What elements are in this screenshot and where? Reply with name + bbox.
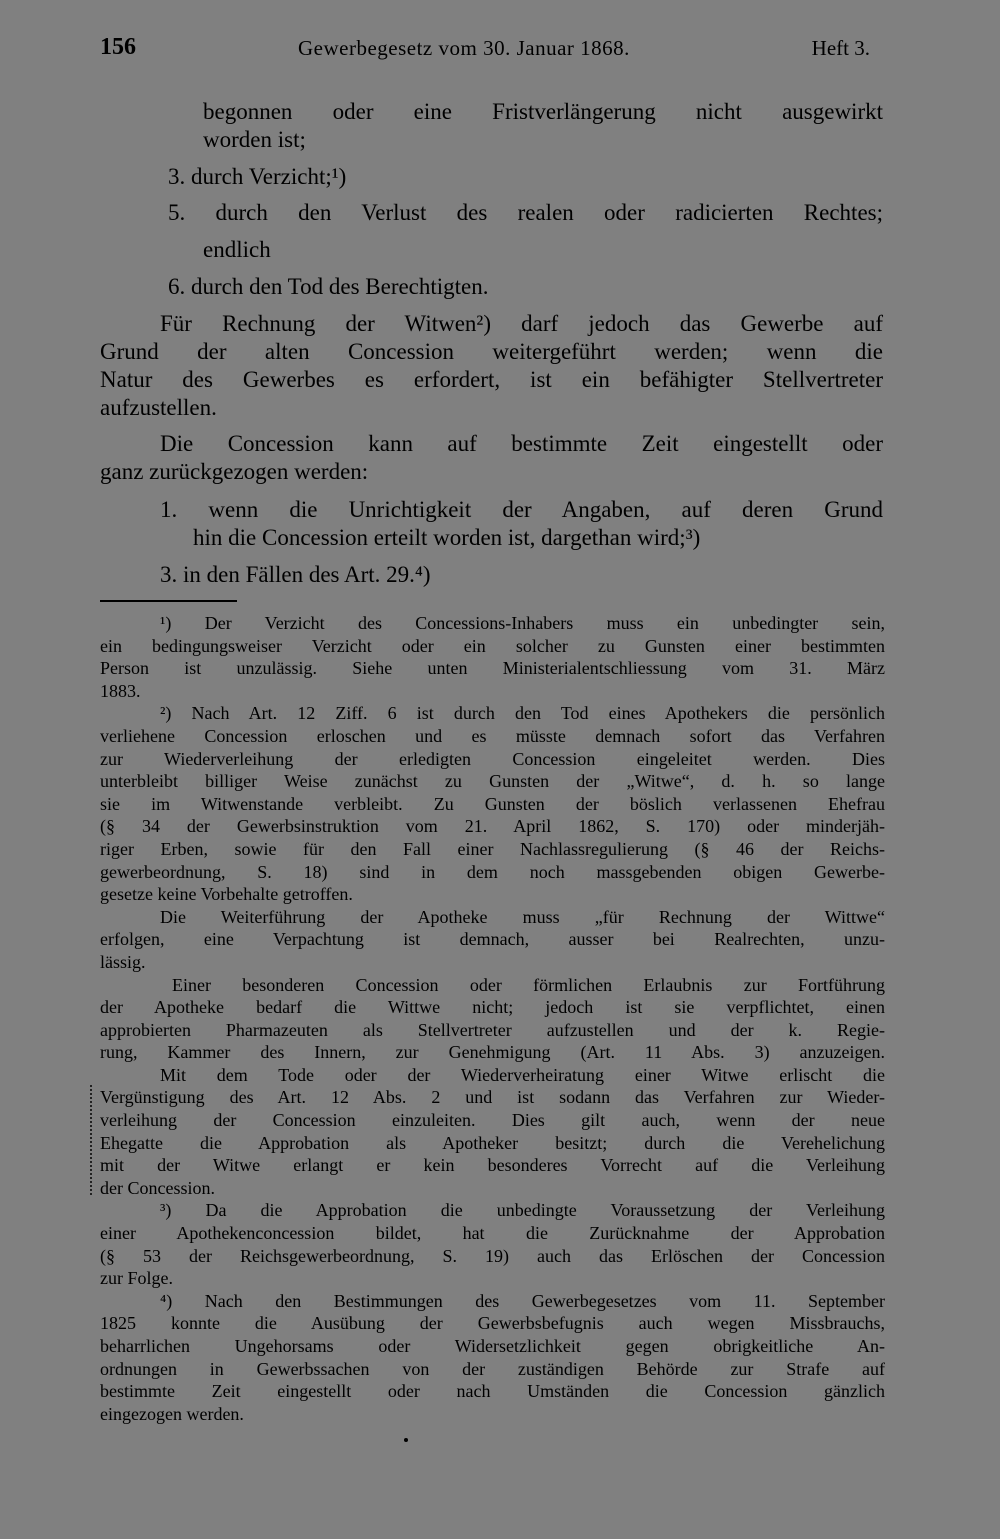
- margin-bracket-mark: [90, 1085, 94, 1195]
- footnote-line: Einer besonderen Concession oder förmlichen Erlaubnis zur Fortführung: [172, 974, 885, 995]
- paragraph-line: ganz zurückgezogen werden:: [100, 459, 369, 484]
- footnote-line: einer Apothekenconcession bildet, hat die Zurücknahme der Approbation: [100, 1223, 885, 1244]
- body-line: endlich: [203, 237, 271, 262]
- footnote-line: der Concession.: [100, 1177, 215, 1198]
- footnote-line: zur Wiederverleihung der erledigten Concession eingeleitet werden. Dies: [100, 748, 885, 769]
- footnote-line: Die Weiterführung der Apotheke muss „für Rechnung der Wittwe“: [160, 906, 885, 927]
- footnote-line: unterbleibt billiger Weise zunächst zu Gunsten der „Witwe“, d. h. so lange: [100, 771, 885, 792]
- footnote-line: zur Folge.: [100, 1268, 173, 1289]
- footnote-line: ²) Nach Art. 12 Ziff. 6 ist durch den Tod eines Apothekers die persönlich: [160, 703, 885, 724]
- page-header: [100, 34, 870, 64]
- footnote-line: Ehegatte die Approbation als Apotheker besitzt; durch die Verehelichung: [100, 1132, 885, 1153]
- paragraph-line: Natur des Gewerbes es erfordert, ist ein befähigter Stellvertreter: [100, 367, 883, 392]
- body-line: begonnen oder eine Fristverlängerung nicht ausgewirkt: [203, 99, 883, 124]
- body-line: worden ist;: [203, 127, 306, 152]
- page-number: 156: [100, 34, 136, 60]
- list-item-6: 6. durch den Tod des Berechtigten.: [168, 274, 489, 299]
- footnote-separator: [100, 600, 237, 602]
- footnote-line: verliehene Concession erloschen und es müsste demnach sofort das Verfahren: [100, 725, 885, 746]
- footnote-line: ⁴) Nach den Bestimmungen des Gewerbegesetzes vom 11. September: [160, 1290, 885, 1311]
- footnote-line: (§ 34 der Gewerbsinstruktion vom 21. April 1862, S. 170) oder minderjäh-: [100, 816, 885, 837]
- footnote-line: ³) Da die Approbation die unbedingte Voraussetzung der Verleihung: [160, 1200, 885, 1221]
- footnote-line: verleihung der Concession einzuleiten. Dies gilt auch, wenn der neue: [100, 1110, 885, 1131]
- list-item-1-cont: hin die Concession erteilt worden ist, dargethan wird;³): [193, 525, 701, 550]
- paragraph-line: Für Rechnung der Witwen²) darf jedoch das Gewerbe auf: [160, 311, 883, 336]
- footnote-line: mit der Witwe erlangt er kein besonderes Vorrecht auf die Verleihung: [100, 1155, 885, 1176]
- footnotes: [100, 612, 885, 1425]
- footnote-line: Mit dem Tode oder der Wiederverheiratung einer Witwe erlischt die: [160, 1064, 885, 1085]
- list-item-1: 1. wenn die Unrichtigkeit der Angaben, auf deren Grund: [160, 497, 883, 522]
- footnote-line: beharrlichen Ungehorsams oder Widersetzlichkeit gegen obrigkeitliche An-: [100, 1336, 885, 1356]
- running-title: Gewerbegesetz vom 30. Januar 1868.: [298, 36, 630, 60]
- footnote-line: Person ist unzulässig. Siehe unten Ministerialentschliessung vom 31. März: [100, 658, 885, 679]
- footnote-line: lässig.: [100, 951, 146, 972]
- footnote-line: Vergünstigung des Art. 12 Abs. 2 und ist sodann das Verfahren zur Wieder-: [100, 1087, 885, 1108]
- footnote-line: (§ 53 der Reichsgewerbeordnung, S. 19) auch das Erlöschen der Concession: [100, 1245, 885, 1266]
- footnote-line: 1825 konnte die Ausübung der Gewerbsbefugnis auch wegen Missbrauchs,: [100, 1313, 885, 1334]
- footnote-line: bestimmte Zeit eingestellt oder nach Umständen die Concession gänzlich: [100, 1381, 885, 1402]
- list-item-3: 3. durch Verzicht;¹): [168, 164, 347, 189]
- footnote-line: ¹) Der Verzicht des Concessions-Inhabers muss ein unbedingter sein,: [160, 613, 885, 633]
- footnote-line: riger Erben, sowie für den Fall einer Nachlassregulierung (§ 46 der Reichs-: [100, 838, 885, 859]
- paragraph-line: Grund der alten Concession weitergeführt werden; wenn die: [100, 339, 883, 364]
- footnote-line: sie im Witwenstande verbleibt. Zu Gunsten der böslich verlassenen Ehefrau: [100, 793, 885, 814]
- footnote-line: gesetze keine Vorbehalte getroffen.: [100, 884, 353, 905]
- list-item-3b: 3. in den Fällen des Art. 29.⁴): [160, 562, 431, 587]
- paragraph-line: Die Concession kann auf bestimmte Zeit eingestellt oder: [160, 431, 883, 456]
- footnote-line: der Apotheke bedarf die Wittwe nicht; jedoch ist sie verpflichtet, einen: [100, 997, 885, 1018]
- heft-label: Heft 3.: [811, 36, 870, 60]
- footnote-line: rung, Kammer des Innern, zur Genehmigung (Art. 11 Abs. 3) anzuzeigen.: [100, 1042, 885, 1063]
- footnote-line: erfolgen, eine Verpachtung ist demnach, ausser bei Realrechten, unzu-: [100, 929, 885, 950]
- footnote-line: approbierten Pharmazeuten als Stellvertreter aufzustellen und der k. Regie-: [100, 1019, 885, 1040]
- footnote-line: 1883.: [100, 680, 141, 701]
- footnote-line: ein bedingungsweiser Verzicht oder ein solcher zu Gunsten einer bestimmten: [100, 635, 885, 656]
- print-speck: [404, 1438, 408, 1442]
- footnote-line: eingezogen werden.: [100, 1403, 244, 1424]
- footnote-line: gewerbeordnung, S. 18) sind in dem noch massgebenden obigen Gewerbe-: [100, 861, 885, 882]
- paragraph-line: aufzustellen.: [100, 395, 217, 420]
- list-item-5: 5. durch den Verlust des realen oder radicierten Rechtes;: [168, 200, 883, 225]
- footnote-line: ordnungen in Gewerbssachen von der zuständigen Behörde zur Strafe auf: [100, 1358, 885, 1379]
